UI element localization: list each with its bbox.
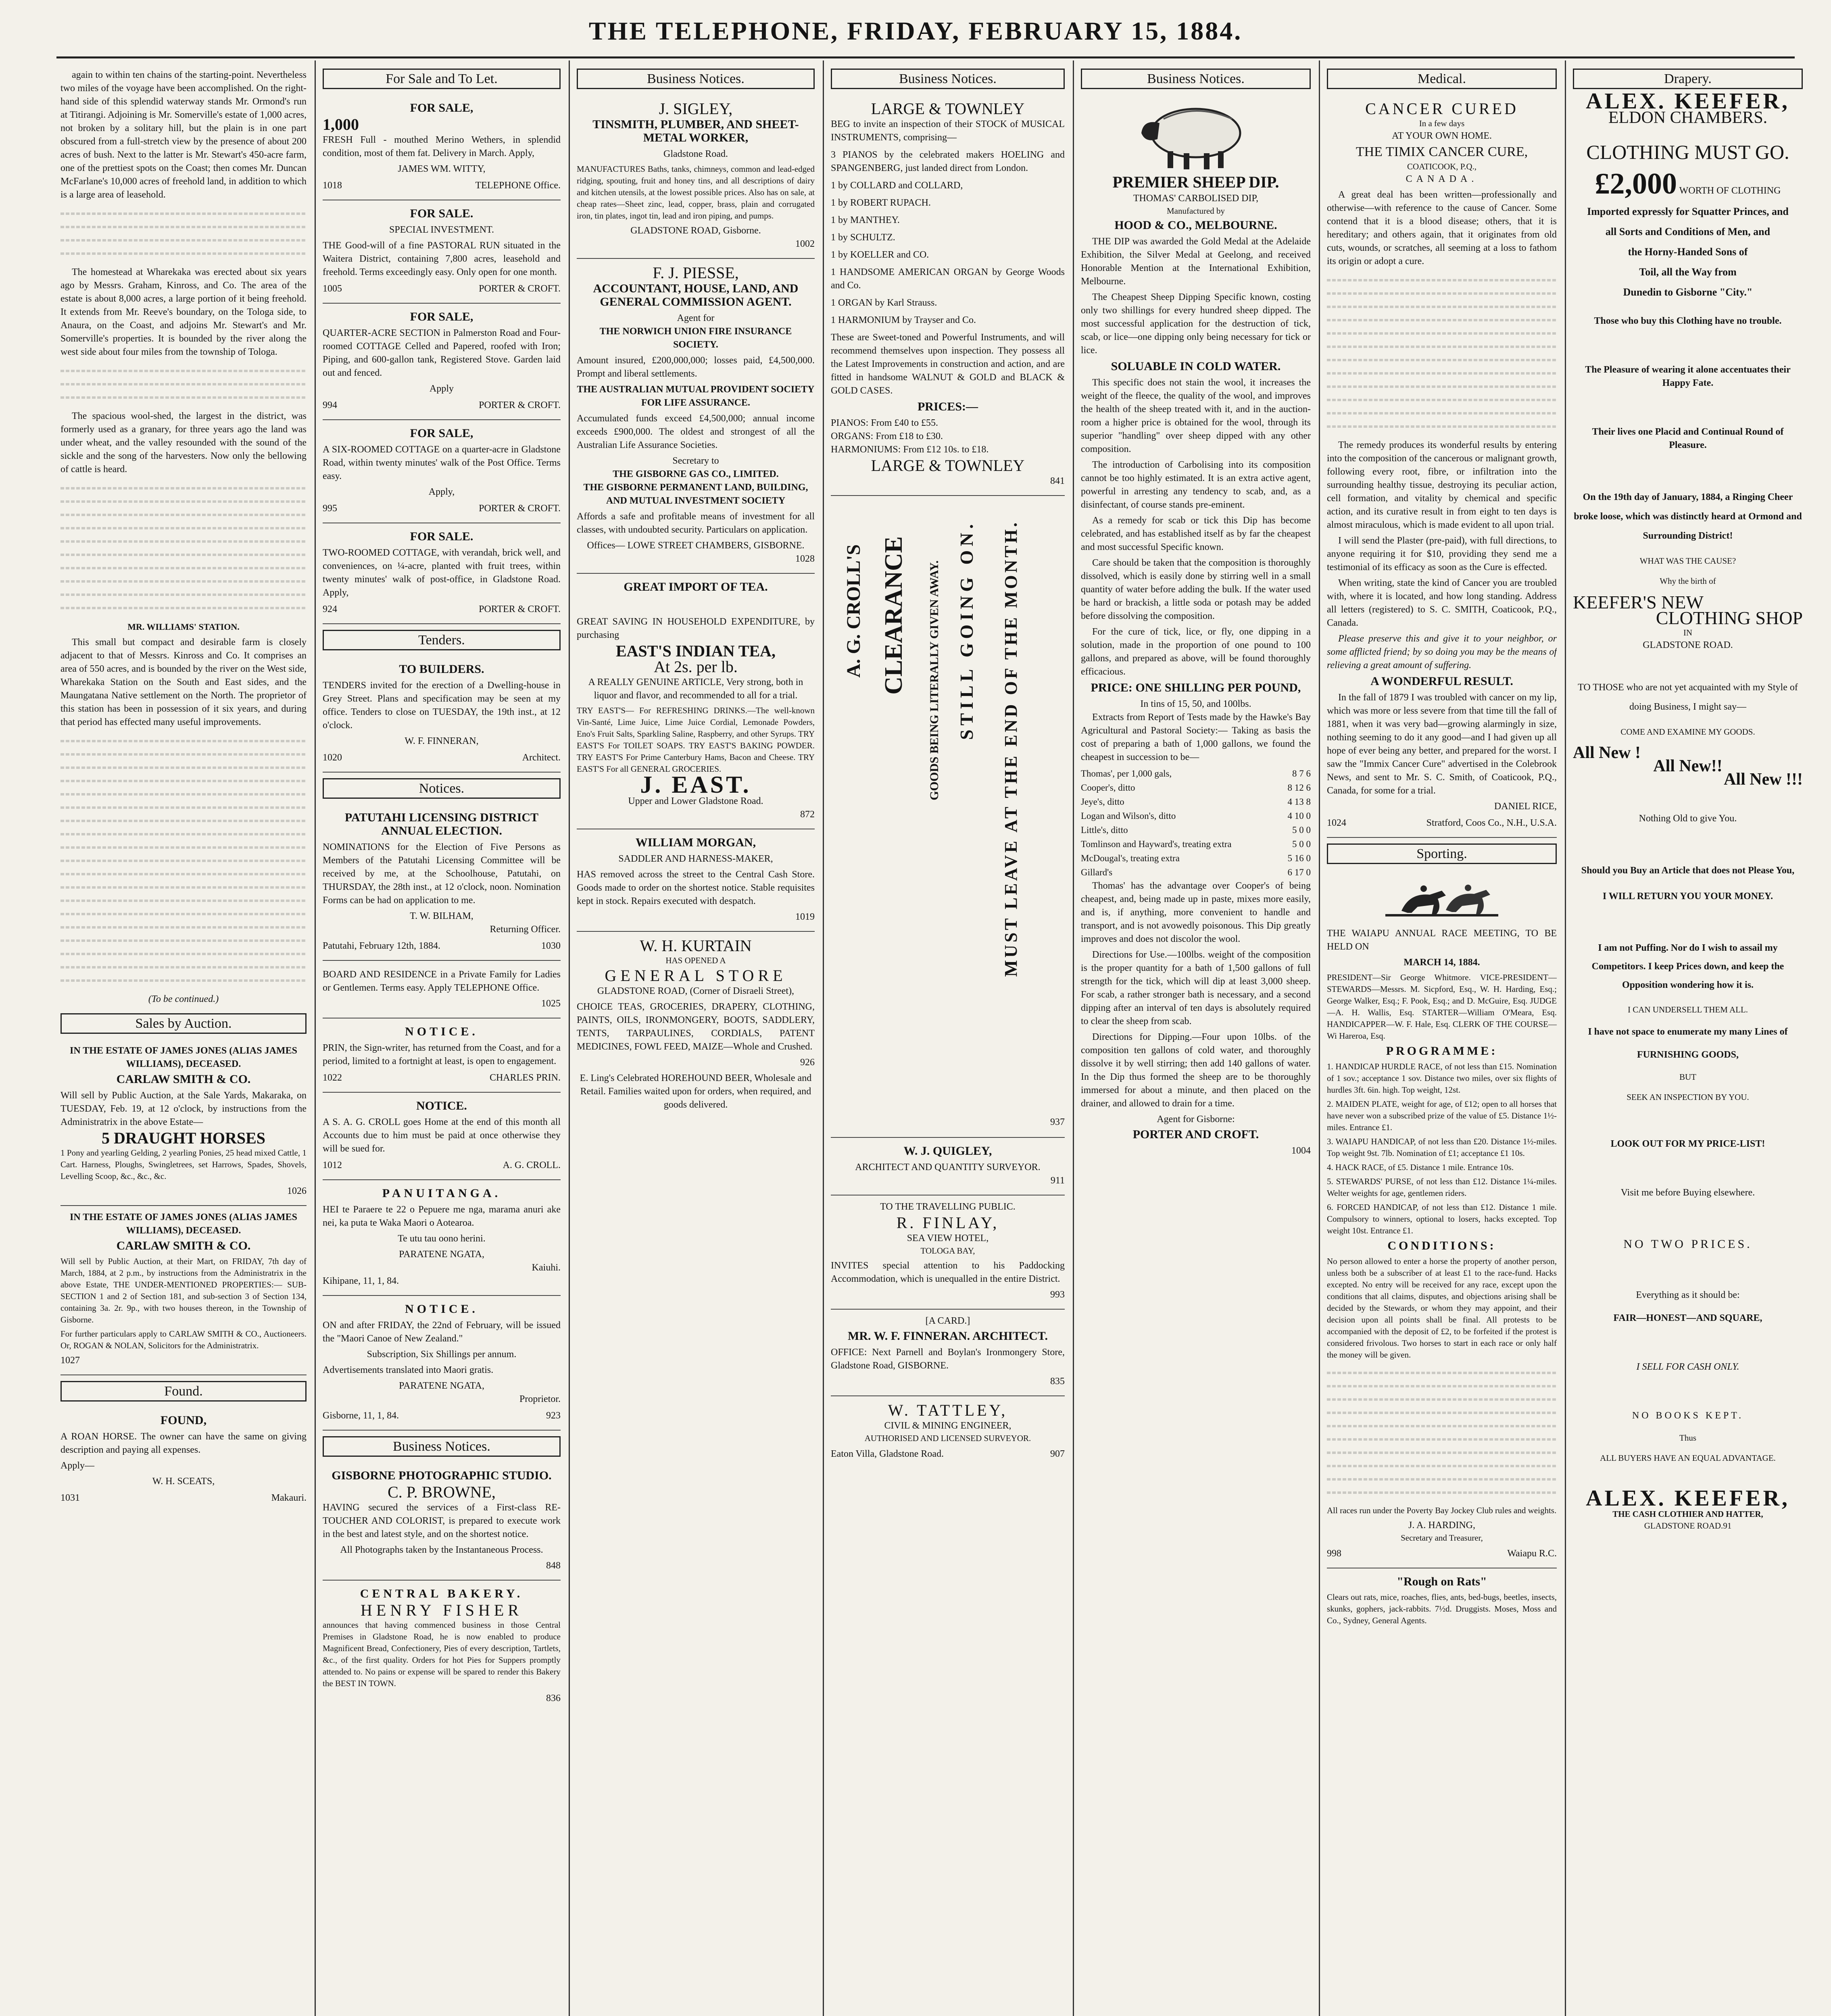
article-subheading: MR. WILLIAMS' STATION. xyxy=(127,622,240,632)
promo-line: COME AND EXAMINE MY GOODS. xyxy=(1620,727,1755,737)
article-paragraph: Extracts from Report of Tests made by the Hawke's Bay Agricultural and Pastoral Society:— Taking as basis the cost of preparing a bath of 1,000 gallons, we found the cheapest in succession to be— xyxy=(1081,712,1311,762)
article-paragraph: As a remedy for scab or tick this Dip has become celebrated, and has established itself as by far the cheapest and most successful Specific known. xyxy=(1081,515,1311,552)
race-item: 2. MAIDEN PLATE, weight for age, of £12; open to all horses that have never won a subscribed prize of the value of £5. Distance 1½-miles. Entrance £1. xyxy=(1327,1099,1557,1132)
column-sheep-dip xyxy=(1081,69,1311,2016)
section-heading: Medical. xyxy=(1327,69,1557,89)
cost-label: Logan and Wilson's, ditto xyxy=(1081,811,1176,821)
cost-value: 5 0 0 xyxy=(1292,825,1311,835)
section-heading: Business Notices. xyxy=(1081,69,1311,89)
instrument-item: 1 by SCHULTZ. xyxy=(831,232,895,243)
product-feature: SOLUABLE IN COLD WATER. xyxy=(1111,360,1281,373)
merchant-address: GLADSTONE ROAD. xyxy=(1644,1521,1723,1531)
notice-ad: NOTICE. A S. A. G. CROLL goes Home at the end of this month all Accounts due to him must be paid at once otherwise they will be sued for. 1012 A. G. CROLL. xyxy=(323,1093,561,1180)
cost-row xyxy=(1081,837,1311,851)
section-heading: Sporting. xyxy=(1327,843,1557,864)
sale-ad: FOR SALE, QUARTER-ACRE SECTION in Palmerston Road and Four-roomed COTTAGE Celled and Papered, roofed with Iron; Piping, and 600-gallon tank, Registered Stove. Garden laid out and fenced. Apply 994 PORTER & CROFT. xyxy=(323,304,561,420)
cost-row xyxy=(1081,766,1311,781)
instrument-list xyxy=(831,148,1065,327)
cost-label: Tomlinson and Hayward's, treating extra xyxy=(1081,839,1232,849)
column-divider xyxy=(1073,60,1074,2016)
business-ad: W. J. QUIGLEY, ARCHITECT AND QUANTITY SURVEYOR. 911 xyxy=(831,1138,1065,1195)
promo-line: WHAT WAS THE CAUSE? xyxy=(1639,556,1736,566)
shop-in: IN xyxy=(1683,628,1693,637)
merchant-role: THE CASH CLOTHIER AND HATTER, xyxy=(1612,1509,1763,1519)
sale-ad: FOR SALE. TWO-ROOMED COTTAGE, with verandah, brick well, and conveniences, on ¼-acre, planted with fruit trees, within twenty minutes' walk of post-office, in Gladstone Road. Apply, 924 PORTER & CROFT. xyxy=(323,523,561,624)
cost-row xyxy=(1081,823,1311,837)
cost-label: Gillard's xyxy=(1081,867,1113,877)
promo-line: Why the birth of xyxy=(1660,576,1716,586)
column-news xyxy=(60,69,307,2016)
promo-line: Their lives one Placid and Continual Round of Pleasure. xyxy=(1592,427,1784,450)
horse-race-illustration xyxy=(1327,879,1557,923)
column-divider xyxy=(823,60,824,2016)
promo-line: Visit me before Buying elsewhere. xyxy=(1620,1187,1755,1198)
column-business-2 xyxy=(831,69,1065,2016)
top-rule xyxy=(56,56,1795,58)
ad-number: 1004 xyxy=(1291,1145,1311,1156)
cost-row xyxy=(1081,781,1311,795)
instrument-item: 1 by MANTHEY. xyxy=(831,215,900,225)
race-item: 6. FORCED HANDICAP, of not less than £12. Distance 1 mile. Compulsory to winners, optional to losers, hacks excepted. Top weight 10st. Entrance £1. xyxy=(1327,1202,1557,1235)
cost-value: 5 16 0 xyxy=(1287,853,1311,863)
price-line: PRICE: ONE SHILLING PER POUND, xyxy=(1091,681,1301,694)
column-divider xyxy=(315,60,316,2016)
notice-ad: PATUTAHI LICENSING DISTRICT ANNUAL ELECTION. NOMINATIONS for the Election of Five Persons as Members of the Patutahi Licensing Committee will be received by me, at the Schoolhouse, Patutahi, on THURSDAY, the 28th inst., at 12 o'clock, noon. Nomination Forms can be had on application to me. T. W. BILHAM, Returning Officer. Patutahi, February 12th, 1884. 1030 xyxy=(323,804,561,961)
instrument-item: 1 HARMONIUM by Trayser and Co. xyxy=(831,315,976,325)
cost-label: Thomas', per 1,000 gals, xyxy=(1081,768,1172,779)
business-ad: W. H. KURTAIN HAS OPENED A GENERAL STORE GLADSTONE ROAD, (Corner of Disraeli Street), CHOICE TEAS, GROCERIES, DRAPERY, CLOTHING, PAINTS, OILS, IRONMONGERY, BOOTS, SADDLERY, TENTS, TARPAULINES, CORDIALS, PATENT MEDICINES, FOWL FEED, MAIZE—Whole and Crushed. 926 E. Ling's Celebrated HOREHOUND BEER, Wholesale and Retail. Families waited upon for orders, when required, and goods delivered. xyxy=(577,937,815,1110)
instrument-item: 1 by COLLARD and COLLARD, xyxy=(831,180,963,191)
auction-ad: IN THE ESTATE OF JAMES JONES (ALIAS JAMES WILLIAMS), DECEASED. CARLAW SMITH & CO. Will sell by Public Auction, at the Sale Yards, Makaraka, on TUESDAY, Feb. 19, at 12 o'clock, by instructions from the Administratrix in the above Estate— 5 DRAUGHT HORSES 1 Pony and yearling Gelding, 2 yearling Ponies, 25 head mixed Cattle, 1 Cart. Harness, Ploughs, Swingletrees, set Harrows, Spades, Shovels, Levelling Scoop, &c., &c., &c. 1026 xyxy=(60,1039,307,1206)
section-heading: Business Notices. xyxy=(323,1436,561,1457)
article-paragraph: Directions for Use.—100lbs. weight of the composition is the proper quantity for a bath of 1,500 gallons of full strength for the tick, which will dip at least 3,000 sheep. For scab, a rather stronger bath is necessary, and a second dipping after an interval of ten days is absolutely required to clear the sheep from scab. xyxy=(1081,950,1311,1027)
agent-label: Agent for Gisborne: xyxy=(1157,1114,1235,1125)
manufacturer: HOOD & CO., MELBOURNE. xyxy=(1114,219,1277,232)
sale-ad: FOR SALE, 1,000 FRESH Full - mouthed Merino Wethers, in splendid condition, most of them fat. Delivery in March. Apply, JAMES WM. WITTY, 1018 TELEPHONE Office. xyxy=(323,95,561,200)
instrument-item: 1 HANDSOME AMERICAN ORGAN by George Woods and Co. xyxy=(831,267,1065,291)
sale-ad: FOR SALE. SPECIAL INVESTMENT. THE Good-will of a fine PASTORAL RUN situated in the Waitera District, containing 7,800 acres, leasehold and freehold. Terms exceedingly easy. Only open for one month. 1005 PORTER & CROFT. xyxy=(323,200,561,304)
race-item: 5. STEWARDS' PURSE, of not less than £12. Distance 1¼-miles. Welter weights for age, gentlemen riders. xyxy=(1327,1177,1557,1198)
cost-label: Cooper's, ditto xyxy=(1081,783,1135,793)
promo-line: Toil, all the Way from xyxy=(1639,266,1737,278)
promo-line: I WILL RETURN YOU YOUR MONEY. xyxy=(1602,891,1773,902)
all-new-2: All New!! xyxy=(1653,757,1723,775)
promo-line: BUT xyxy=(1679,1072,1696,1082)
notice-ad: BOARD AND RESIDENCE in a Private Family for Ladies or Gentlemen. Terms easy. Apply TELEPHONE Office. 1025 xyxy=(323,961,561,1018)
promo-line: ALL BUYERS HAVE AN EQUAL ADVANTAGE. xyxy=(1600,1453,1776,1463)
promo-line: I CAN UNDERSELL THEM ALL. xyxy=(1627,1005,1748,1014)
column-drapery xyxy=(1573,69,1803,2016)
article-paragraph: This small but compact and desirable farm is closely adjacent to that of Messrs. Kinross and Co. It comprises an area of 550 acres, and is bounded by the river on the West side, Wharekaka Station on the South and East sides, and the Maungatana Native settlement on the North. The proprietor of this station has been in possession of it six years, and during that period has effected many useful improvements. xyxy=(60,637,307,727)
business-ad: GREAT IMPORT OF TEA. GREAT SAVING IN HOUSEHOLD EXPENDITURE, by purchasing EAST'S INDIAN TEA, At 2s. per lb. A REALLY GENUINE ARTICLE, Very strong, both in liquor and flavor, and recommended to all for a trial. TRY EAST'S— For REFRESHING DRINKS.—The well-known Vin-Santé, Lime Juice, Lime Juice Cordial, Lemonade Powders, Eno's Fruit Salts, Sparkling Saline, Raspberry, and other Syrups. TRY EAST'S For TOILET SOAPS. TRY EAST'S BAKING POWDER. TRY EAST'S For Prime Canterbury Hams, Bacon and Cheese. TRY EAST'S For all GENERAL GROCERIES. J. EAST. Upper and Lower Gladstone Road. 872 xyxy=(577,574,815,829)
agent-firm: PORTER AND CROFT. xyxy=(1132,1128,1259,1141)
cost-table xyxy=(1081,766,1311,879)
business-ad: GISBORNE PHOTOGRAPHIC STUDIO. C. P. BROWNE, HAVING secured the services of a First-class RE-TOUCHER AND COLORIST, is prepared to execute work in the best and latest style, and on the shortest notice. All Photographs taken by the Instantaneous Process. 848 xyxy=(323,1462,561,1581)
found-ad: FOUND, A ROAN HORSE. The owner can have the same on giving description and paying all expenses. Apply— W. H. SCEATS, 1031 Makauri. xyxy=(60,1414,307,1503)
cost-row xyxy=(1081,795,1311,809)
section-heading: Business Notices. xyxy=(831,69,1065,89)
notice-ad: PANUITANGA. HEI te Paraere te 22 o Pepuere me nga, marama anuri ake nei, ka puta te Waka Maori o Aotearoa. Te utu tau oono herini. PARATENE NGATA, Kaiuhi. Kihipane, 11, 1, 84. xyxy=(323,1180,561,1296)
column-divider xyxy=(569,60,570,2016)
column-business-1 xyxy=(577,69,815,2016)
cost-row xyxy=(1081,865,1311,879)
medical-ad: CANCER CURED In a few days AT YOUR OWN HOME. THE TIMIX CANCER CURE, COATICOOK, P.Q., CANADA. A great deal has been written—professionally and otherwise—with reference to the cause of Cancer. Some contend that it is a blood disease; others, that it is hereditary; and others again, that it originates from old cuts, wounds, or scratches, all seeming at a loss to fathom its origin or adopt a cure. The remedy produces its wonderful results by entering into the composition of the cancerous or malignant growth, following every root, fibre, or infiltration into the surrounding healthy tissue, destroying its peculiar action, cell formation, and vitality by chemical and specific action, and its curative result in from eight to ten days is almost miraculous, which is made evident to all upon trial. I will send the Plaster (pre-paid), with full directions, to anyone requiring it for $10, providing they send me a testimonial of its efficacy as soon as the Cure is effected. When writing, state the kind of Cancer you are troubled with, where it is located, and how long standing. Address all letters (registered) to S. C. SMITH, Coaticook, P.Q., Canada. Please preserve this and give it to your neighbor, or some afflicted friend; by so doing you may be the means of relieving a great amount of suffering. A WONDERFUL RESULT. In the fall of 1879 I was troubled with cancer on my lip, which was more or less severe from that time till the fall of 1881, when it was very bad—growing alarmingly in size, nothing seeming to do it any good—and I had given up all hope of ever being any better, and prepared for the worst. I saw the "Immix Cancer Cure" advertised in the Colebrook News, and sent to Mr. S. C. Smith, of Coaticook, P.Q., Canada, for some for a trial. DANIEL RICE, 1024 Stratford, Coos Co., N.H., U.S.A. xyxy=(1327,95,1557,838)
column-medical xyxy=(1327,69,1557,2016)
to-be-continued: (To be continued.) xyxy=(148,994,219,1004)
promo-line: Nothing Old to give You. xyxy=(1639,813,1737,824)
promo-lines xyxy=(1573,202,1803,302)
promo-line: NO BOOKS KEPT. xyxy=(1632,1410,1744,1421)
business-ad: W. TATTLEY, CIVIL & MINING ENGINEER, AUTHORISED AND LICENSED SURVEYOR. Eaton Villa, Gladstone Road. 907 xyxy=(831,1401,1065,1459)
promo-line: Thus xyxy=(1679,1433,1696,1443)
product-subtitle: THOMAS' CARBOLISED DIP, xyxy=(1133,193,1259,204)
promo-line: I have not space to enumerate my many Lines of xyxy=(1588,1027,1788,1037)
amount-line: £2,000 WORTH OF CLOTHING xyxy=(1595,167,1781,200)
section-heading: Drapery. xyxy=(1573,69,1803,89)
ad-number: 91 xyxy=(1723,1521,1732,1531)
cost-value: 8 12 6 xyxy=(1287,783,1311,793)
shop-name: CLOTHING SHOP xyxy=(1656,608,1803,628)
article-paragraph: The homestead at Wharekaka was erected about six years ago by Messrs. Graham, Kinross, and Co. The area of the estate is about 8,000 acres, a large portion of it being freehold. It extends from Mr. Reeve's boundary, on the Tologa side, to Anaura, on the Coast, and adjoins Mr. Stewart's and Mr. Somerville's properties. It is bounded by the river along the west side about four miles from the township of Tologa. xyxy=(60,267,307,357)
promo-line: On the 19th day of January, 1884, a Ringing Cheer broke loose, which was distinctly heard at Ormond and Surrounding District! xyxy=(1574,492,1802,541)
product-title: PREMIER SHEEP DIP. xyxy=(1112,173,1279,191)
article-paragraph: The introduction of Carbolising into its composition cannot be too highly estimated. It is an extra active agent, powerful in arresting any tendency to scab, and, as a disinfectant, of course stands pre-eminent. xyxy=(1081,460,1311,510)
promo-line: Those who buy this Clothing have no trouble. xyxy=(1594,316,1782,326)
headline: CLOTHING MUST GO. xyxy=(1586,141,1789,163)
sheep-illustration xyxy=(1081,95,1311,171)
cost-value: 8 7 6 xyxy=(1292,768,1311,779)
promo-line: LOOK OUT FOR MY PRICE-LIST! xyxy=(1610,1139,1765,1149)
promo-line: the Horny-Handed Sons of xyxy=(1628,246,1748,258)
instrument-item: 1 by ROBERT RUPACH. xyxy=(831,198,931,208)
cost-value: 6 17 0 xyxy=(1287,867,1311,877)
section-heading: For Sale and To Let. xyxy=(323,69,561,89)
article-paragraph: The spacious wool-shed, the largest in the district, was formerly used as a granary, for three years ago the land was under wheat, and the valley resounded with the sound of the sickle and the song of the harvesters. Now only the bellowing of cattle is heard. xyxy=(60,411,307,475)
race-item: 1. HANDICAP HURDLE RACE, of not less than £15. Nomination of 1 sov.; acceptance 1 sov. Distance two miles, over six flights of hurdles 3ft. 6in. high. Top weight, 12st. xyxy=(1327,1062,1557,1095)
notice-ad: NOTICE. ON and after FRIDAY, the 22nd of February, will be issued the "Maori Canoe of New Zealand." Subscription, Six Shillings per annum. Advertisements translated into Maori gratis. PARATENE NGATA, Proprietor. Gisborne, 11, 1, 84. 923 xyxy=(323,1296,561,1431)
promo-line: TO THOSE who are not yet acquainted with my Style of doing Business, I might say— xyxy=(1578,682,1798,712)
business-ad: [A CARD.] MR. W. F. FINNERAN. ARCHITECT. OFFICE: Next Parnell and Boylan's Ironmongery Store, Gladstone Road, GISBORNE. 835 xyxy=(831,1310,1065,1396)
manufactured-by: Manufactured by xyxy=(1166,206,1225,216)
instrument-item: 1 ORGAN by Karl Strauss. xyxy=(831,298,937,308)
shop-address: GLADSTONE ROAD. xyxy=(1643,640,1733,650)
merchant-name: ALEX. KEEFER, xyxy=(1586,1486,1790,1511)
article-paragraph: Directions for Dipping.—Four upon 10lbs. of the composition ten gallons of cold water, and thoroughly dissolve it by well stirring; then add 140 gallons of water. In the Dip thus formed the sheep are to be thoroughly immersed for about a minute, and then placed on the drainer, and allowed to drain for a time. xyxy=(1081,1032,1311,1109)
merchant-name: ALEX. KEEFER, xyxy=(1586,89,1790,114)
race-ad: THE WAIAPU ANNUAL RACE MEETING, TO BE HELD ON MARCH 14, 1884. PRESIDENT—Sir George Whitmore. VICE-PRESIDENT— STEWARDS—Messrs. M. Sicpford, Esq., W. H. Harding, Esq.; George Walker, Esq.; F. Pook, Esq.; and D. McGuire, Esq. JUDGE—A. H. Wallis, Esq. STARTER—William O'Meara, Esq. HANDICAPPER—W. F. Hale, Esq. CLERK OF THE COURSE—Wi Hareroa, Esq. PROGRAMME: 1. HANDICAP HURDLE RACE, of not less than £15. Nomination of 1 sov.; acceptance 1 sov. Distance two miles, over six flights of hurdles 3ft. 6in. high. Top weight, 12st. 2. MAIDEN PLATE, weight for age, of £12; open to all horses that have never won a subscribed prize of the value of £5. Distance 1½-miles. Entrance £1. 3. WAIAPU HANDICAP, of not less than £20. Distance 1½-miles. Top weight 9st. 7lb. Nomination of £1; acceptance £1 10s. 4. HACK RACE, of £5. Distance 1 mile. Entrance 10s. 5. STEWARDS' PURSE, of not less than £12. Distance 1¼-miles. Welter weights for age, gentlemen riders. 6. FORCED HANDICAP, of not less than £12. Distance 1 mile. Compulsory to winners, optional to losers, hacks excepted. Top weight 10st. Entrance £1. CONDITIONS: No person allowed to enter a horse the property of another person, unless both be a subscriber of at least £1 to the race-fund. Hacks excepted. No entry will be received for any race, except upon the conditions that all claims, disputes, and objections arising shall be decided by the Stewards, or whom they may appoint, and their decision upon all points shall be final. All protests to be accompanied with the deposit of £2, to be forfeited if the protest is considered frivolous. Two horses to start in each race or only half the money will be given. All races run under the Poverty Bay Jockey Club rules and weights. J. A. HARDING, Secretary and Treasurer, 998 Waiapu R.C. xyxy=(1327,870,1557,1568)
promo-line: NO TWO PRICES. xyxy=(1623,1237,1752,1251)
promo-line: I am not Puffing. Nor do I wish to assail my Competitors. I keep Prices down, and keep the Opposition wondering how it is. xyxy=(1591,943,1784,990)
business-ad: LARGE & TOWNLEY BEG to invite an inspection of their STOCK of MUSICAL INSTRUMENTS, comprising— 3 PIANOS by the celebrated makers HOELING and SPANGENBERG, just landed direct from London. 1 by COLLARD and COLLARD, 1 by ROBERT RUPACH. 1 by MANTHEY. 1 by SCHULTZ. 1 by KOELLER and CO. 1 HANDSOME AMERICAN ORGAN by George Woods and Co. 1 ORGAN by Karl Strauss. 1 HARMONIUM by Trayser and Co. These are Sweet-toned and Powerful Instruments, and will recommend themselves upon inspection. They possess all the Latest Improvements in construction and action, and are fitted in handsome WALNUT & GOLD and BLACK & GOLD CASES. PRICES:— PIANOS: From £40 to £55. ORGANS: From £18 to £30. HARMONIUMS: From £12 10s. to £18. LARGE & TOWNLEY 841 xyxy=(831,95,1065,496)
cost-label: Little's, ditto xyxy=(1081,825,1128,835)
promo-line: I SELL FOR CASH ONLY. xyxy=(1636,1362,1739,1372)
cost-row xyxy=(1081,851,1311,865)
section-heading: Sales by Auction. xyxy=(60,1013,307,1034)
auction-ad: IN THE ESTATE OF JAMES JONES (ALIAS JAMES WILLIAMS), DECEASED. CARLAW SMITH & CO. Will sell by Public Auction, at their Mart, on FRIDAY, 7th day of March, 1884, at 2 p.m., by instructions from the Administratrix in the above Estate, THE UNDER-MENTIONED PROPERTIES:— SUB-SECTION 1 and 2 of Section 181, and sub-section 3 of Section 134, containing 3a. 2r. 9p., with two houses thereon, in the Township of Gisborne. For further particulars apply to CARLAW SMITH & CO., Auctioneers. Or, ROGAN & NOLAN, Solicitors for the Administratrix. 1027 xyxy=(60,1206,307,1375)
race-programme-list xyxy=(1327,1061,1557,1237)
masthead: THE TELEPHONE, FRIDAY, FEBRUARY 15, 1884. xyxy=(588,17,1243,45)
column-divider xyxy=(1319,60,1320,2016)
clearance-ad: A. G. CROLL'S CLEARANCE GOODS BEING LITERALLY GIVEN AWAY. STILL GOING ON. MUST LEAVE AT THE END OF THE MONTH. 937 xyxy=(831,496,1065,1138)
article-paragraph: Care should be taken that the composition is thoroughly dissolved, which is easily done by stirring well in a small quantity of water before adding the bulk. If the water used be hard or brackish, a little soda or potash may be added before dissolving the composition. xyxy=(1081,558,1311,621)
cost-label: McDougal's, treating extra xyxy=(1081,853,1180,863)
cost-value: 4 13 8 xyxy=(1287,797,1311,807)
column-divider xyxy=(1565,60,1566,2016)
cost-row xyxy=(1081,809,1311,823)
all-new-3: All New !!! xyxy=(1724,770,1803,789)
cost-label: Jeye's, ditto xyxy=(1081,797,1124,807)
race-item: 4. HACK RACE, of £5. Distance 1 mile. Entrance 10s. xyxy=(1327,1162,1514,1172)
cost-value: 4 10 0 xyxy=(1287,811,1311,821)
race-item: 3. WAIAPU HANDICAP, of not less than £20. Distance 1½-miles. Top weight 9st. 7lb. Nomination of £1; acceptance £1 10s. xyxy=(1327,1137,1557,1158)
instrument-item: 1 by KOELLER and CO. xyxy=(831,250,929,260)
tin-sizes: In tins of 15, 50, and 100lbs. xyxy=(1140,699,1251,709)
rats-ad: "Rough on Rats" Clears out rats, mice, roaches, flies, ants, bed-bugs, beetles, insects, skunks, gophers, jack-rabbits. 7½d. Druggists. Moses, Moss and Co., Sydney, General Agents. xyxy=(1327,1575,1557,1625)
section-heading: Found. xyxy=(60,1381,307,1402)
business-ad: CENTRAL BAKERY. HENRY FISHER announces that having commenced business in those Central Premises in Gladstone Road, he is now enabled to produce Magnificent Bread, Confectionery, Pies of every description, Tartlets, &c., of the first quality. Orders for hot Pies for Suppers promptly attended to. No pains or expense will be spared to render this Bakery the BEST IN TOWN. 836 xyxy=(323,1587,561,1704)
article-paragraph: again to within ten chains of the starting-point. Nevertheless two miles of the voyage have been accomplished. On the right-hand side of this splendid waterway stands Mr. Ormond's run at Titirangi. Adjoining is Mr. Somerville's estate of 1,000 acres, not broken by a solitary hill, but the plain is in one part obscured from a full-stretch view by the presence of about 200 acres of bush. Next to the latter is Mr. Stewart's 450-acre farm, one of the prettiest spots on the Coast; then comes Mr. Duncan McFarlane's 10,000 acres of freehold land, in addition to which is a large area of leasehold. xyxy=(60,70,307,200)
promo-line: Should you Buy an Article that does not Please You, xyxy=(1581,865,1795,876)
promo-line: all Sorts and Conditions of Men, and xyxy=(1605,226,1771,237)
article-paragraph: This specific does not stain the wool, it increases the weight of the fleece, the quality of the wool, and improves the health of the sheep treated with it, and in the auction-room a higher price is obtained for the wool, through its superior "handling" over sheep dipped with any other composition. xyxy=(1081,377,1311,454)
business-ad: F. J. PIESSE, ACCOUNTANT, HOUSE, LAND, AND GENERAL COMMISSION AGENT. Agent for THE NORWICH UNION FIRE INSURANCE SOCIETY. Amount insured, £200,000,000; losses paid, £4,500,000. Prompt and liberal settlements. THE AUSTRALIAN MUTUAL PROVIDENT SOCIETY FOR LIFE ASSURANCE. Accumulated funds exceed £4,500,000; annual income exceeds £900,000. The oldest and strongest of all the Australian Life Assurance Societies. Secretary to THE GISBORNE GAS CO., LIMITED. THE GISBORNE PERMANENT LAND, BUILDING, AND MUTUAL INVESTMENT SOCIETY Affords a safe and profitable means of investment for all classes, with undoubted security. Particulars on application. Offices— LOWE STREET CHAMBERS, GISBORNE. 1028 xyxy=(577,259,815,574)
column-for-sale xyxy=(323,69,561,2016)
promo-line: The Pleasure of wearing it alone accentuates their Happy Fate. xyxy=(1585,364,1791,388)
instrument-item: 3 PIANOS by the celebrated makers HOELING and SPANGENBERG, just landed direct from London. xyxy=(831,150,1065,173)
business-ad: WILLIAM MORGAN, SADDLER AND HARNESS-MAKER, HAS removed across the street to the Central Cash Store. Goods made to order on the shortest notice. Stable requisites kept in stock. Repairs executed with despatch. 1019 xyxy=(577,829,815,932)
promo-line: SEEK AN INSPECTION BY YOU. xyxy=(1627,1092,1749,1102)
business-ad: TO THE TRAVELLING PUBLIC. R. FINLAY, SEA VIEW HOTEL, TOLOGA BAY, INVITES special attention to his Paddocking Accommodation, which is unequalled in the entire District. 993 xyxy=(831,1195,1065,1310)
section-heading: Tenders. xyxy=(323,630,561,650)
article-paragraph: For the cure of tick, lice, or fly, one dipping in a solution, made in the proportion of one pound to 100 gallons, and prepared as above, will be found thoroughly efficacious. xyxy=(1081,627,1311,677)
business-ad: J. SIGLEY, TINSMITH, PLUMBER, AND SHEET-METAL WORKER, Gladstone Road. MANUFACTURES Baths, tanks, chimneys, common and lead-edged ridging, spouting, fruit and honey tins, and all descriptions of dairy and kitchen utensils, at the lowest possible prices. Also has on sale, at cheap rates—Sheet zinc, lead, copper, brass, plain and corrugated iron, tin plates, ingot tin, lead and iron piping, and pumps. GLADSTONE ROAD, Gisborne. 1002 xyxy=(577,95,815,259)
promo-line: FURNISHING GOODS, xyxy=(1637,1050,1739,1060)
article-paragraph: Thomas' has the advantage over Cooper's of being cheapest, and, being made up in paste, mixes more easily, and is, if anything, more convenient to handle and transport, and is not avowedly poisonous. This Dip greatly improves and does not discolor the wool. xyxy=(1081,881,1311,944)
promo-line: Everything as it should be: xyxy=(1636,1290,1740,1300)
article-paragraph: THE DIP was awarded the Gold Medal at the Adelaide Exhibition, the Silver Medal at Geelong, and received Honorable Mention at the International Exhibition, Melbourne. xyxy=(1081,236,1311,287)
notice-ad: NOTICE. PRIN, the Sign-writer, has returned from the Coast, and for a period, limited to a fortnight at least, is open to engagement. 1022 CHARLES PRIN. xyxy=(323,1018,561,1093)
promo-line: Imported expressly for Squatter Princes, and xyxy=(1587,206,1789,217)
section-heading: Business Notices. xyxy=(577,69,815,89)
cost-value: 5 0 0 xyxy=(1292,839,1311,849)
section-heading: Notices. xyxy=(323,778,561,799)
promo-line: Dunedin to Gisborne "City." xyxy=(1623,286,1753,298)
shop-name: KEEFER'S NEW xyxy=(1573,592,1704,612)
promo-line: FAIR—HONEST—AND SQUARE, xyxy=(1613,1313,1762,1323)
tender-ad: TO BUILDERS. TENDERS invited for the erection of a Dwelling-house in Grey Street. Plans and specification may be seen at my office. Tenders to close on TUESDAY, the 19th inst., at 12 o'clock. W. F. FINNERAN, 1020 Architect. xyxy=(323,656,561,773)
all-new-1: All New ! xyxy=(1573,744,1641,762)
article-paragraph: The Cheapest Sheep Dipping Specific known, costing only two shillings for every hundred sheep dipped. The most successful application for the destruction of tick, scab, or lice—one dipping only being necessary for tick or lice. xyxy=(1081,292,1311,356)
chambers: ELDON CHAMBERS. xyxy=(1608,108,1768,127)
sale-ad: FOR SALE, A SIX-ROOMED COTTAGE on a quarter-acre in Gladstone Road, within twenty minutes' walk of the Post Office. Terms easy. Apply, 995 PORTER & CROFT. xyxy=(323,420,561,523)
